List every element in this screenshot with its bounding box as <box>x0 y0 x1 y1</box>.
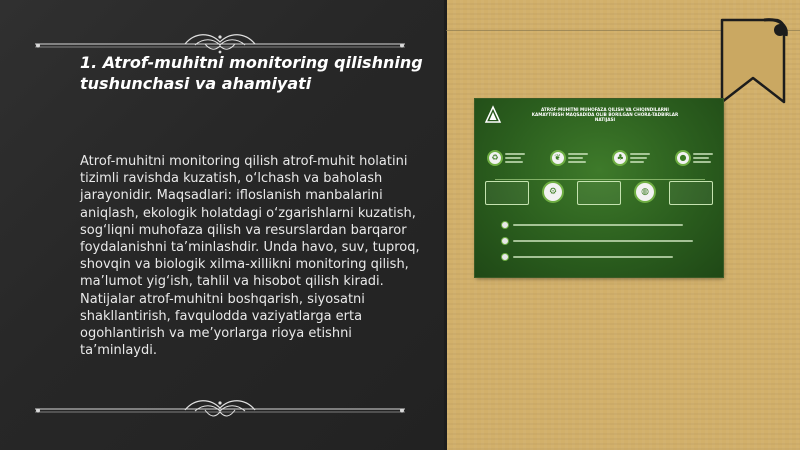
poster-logo-icon <box>483 105 503 125</box>
poster-item-label <box>630 153 650 163</box>
poster-item-label <box>568 153 588 163</box>
slide-title: 1. Atrof-muhitni monitoring qilishning tushunchasi va ahamiyati <box>80 53 423 93</box>
poster-icon-row-middle <box>485 181 713 207</box>
bullet-icon <box>501 253 509 261</box>
poster-text-box <box>485 181 529 205</box>
poster-text-box <box>669 181 713 205</box>
panel-divider <box>444 0 447 450</box>
poster-bullet <box>501 217 701 233</box>
leaf-icon: ❦ <box>550 150 566 166</box>
bullet-icon <box>501 237 509 245</box>
globe-icon: ◍ <box>634 181 656 203</box>
factory-icon: ⚙ <box>542 181 564 203</box>
bookmark-icon <box>720 18 790 108</box>
bottom-ornament <box>35 388 405 422</box>
poster-item <box>675 143 713 173</box>
bullet-icon <box>501 221 509 229</box>
poster-bullet <box>501 233 701 249</box>
poster-title: ATROF-MUHITNI MUHOFAZA QILISH VA CHIQINDILARNI KAMAYTIRISH MAQSADIDA OLIB BORILGAN CHORA-TADBIRLAR NATIJASI <box>531 107 679 123</box>
poster-bullet <box>501 249 701 265</box>
poster-icon-row-top <box>487 143 713 173</box>
poster-item-label <box>693 153 713 163</box>
poster-connector-line <box>495 179 705 180</box>
poster-item-label <box>505 153 525 163</box>
poster-bullet-list <box>501 217 701 265</box>
drop-icon: ● <box>675 150 691 166</box>
poster-item <box>487 143 525 173</box>
recycle-icon: ♻ <box>487 150 503 166</box>
poster-item <box>612 143 650 173</box>
slide-body-text: Atrof-muhitni monitoring qilish atrof-muhit holatini tizimli ravishda kuzatish, o‘lchash va baholash jarayonidir. Maqsadlari: ifloslanish manbalarini aniqlash, ekologik holatdagi o‘zgarishlarni kuzatish, sog‘liqni muhofaza qilish va resurslardan barqaror foydalanishni ta’minlashdir. Unda havo, suv, tuproq, shovqin va biologik xilma-xillikni monitoring qilish, ma’lumot yig‘ish, tahlil va hisobot qilish kiradi. Natijalar atrof-muhitni boshqarish, siyosatni shakllantirish, favqulodda vaziyatlarga erta ogohlantirish va me’yorlarga rioya etishni ta’minlaydi. <box>80 154 420 359</box>
tree-icon: ♣ <box>612 150 628 166</box>
poster-text-box <box>577 181 621 205</box>
infographic-image <box>475 99 723 277</box>
poster-item <box>550 143 588 173</box>
